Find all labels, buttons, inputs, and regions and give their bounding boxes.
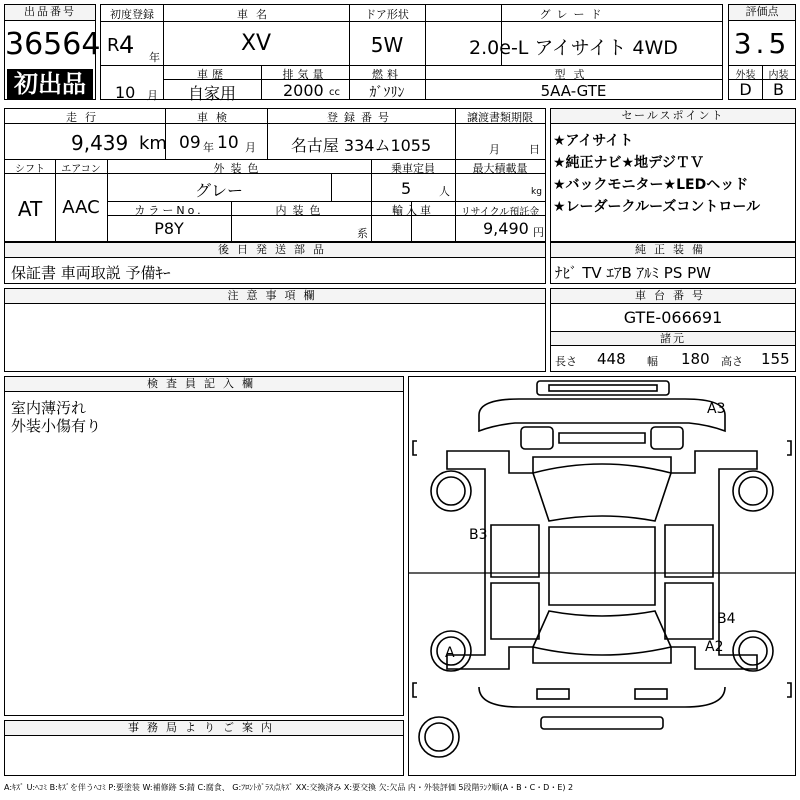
legend-text: A:ｷｽﾞ U:ﾍｺﾐ B:ｷｽﾞを伴うﾍｺﾐ P:要塗装 W:補修跡 S:錆 C:腐食、 G:ﾌﾛﾝﾄｶﾞﾗｽ点ｷｽﾞ XX:交換済み X:要交換 欠:欠品 内・外装評価 5段階ﾗﾝｸ順(A・B・C・D・E) 2 [4,783,574,792]
score-label: 評価点 [729,5,795,21]
damage-mark-a2: A2 [705,639,724,655]
office-box [4,720,404,776]
score-value: 3.5 [733,27,791,60]
shift-value: AT [17,197,43,221]
sales-point-1: ★アイサイト [553,133,634,149]
sales-point-2: ★純正ナビ★地デジＴＶ [553,155,704,171]
import-label: 輸入車 [392,204,434,217]
length-value: 448 [597,350,626,368]
aircon-label: エアコン [61,164,101,175]
height-label: 高さ [721,355,743,368]
damage-mark-a: A [445,645,455,661]
displacement-value: 2000 [283,81,324,100]
first-listing-badge: 初出品 [7,69,93,99]
max-load-label: 最大積載量 [472,162,528,175]
model-label: 型式 [554,68,593,81]
first-reg-month-unit: 月 [147,89,158,102]
exterior-color-label: 外装色 [213,162,265,175]
recycle-value: 9,490 [483,219,529,238]
mileage-label: 走行 [66,111,104,124]
sales-point-3: ★バックモニター★LEDヘッド [553,177,749,193]
recycle-label: リサイクル預託金 [460,207,540,218]
first-reg-year: 4 [119,31,135,59]
inspection-year-unit: 年 [203,141,214,154]
chassis-value: GTE-066691 [623,308,723,327]
sales-point-4: ★レーダークルーズコントロール [553,199,761,215]
int-score-label: 内装 [768,70,789,81]
inspection-month: 10 [217,133,239,153]
chassis-box [550,288,796,372]
first-reg-month: 10 [115,83,136,102]
plate-label: 登録番号 [327,111,395,124]
lot-number: 36564 [5,27,101,62]
chassis-label: 車台番号 [551,289,795,304]
car-outline [409,377,795,775]
genuine-equipment-box [550,242,796,284]
sales-points-label: セールスポイント [551,109,795,124]
transfer-day-unit: 日 [529,143,540,156]
mileage-unit: km [139,133,167,154]
width-value: 180 [681,350,710,368]
capacity-value: 5 [401,179,412,198]
genuine-value: ﾅﾋﾞ TV ｴｱB ｱﾙﾐ PS PW [555,264,711,282]
damage-mark-b3: B3 [469,527,488,543]
history-label: 車歴 [197,68,227,81]
fuel-value: ｶﾞｿﾘﾝ [369,85,405,101]
main-header-box [100,4,723,103]
notes-label: 注意事項欄 [5,289,545,304]
car-name-label: 車名 [237,8,275,21]
lot-box [4,4,101,100]
inspector-line-2: 外装小傷有り [11,417,102,435]
dims-label: 諸元 [551,331,795,346]
history-value: 自家用 [187,84,236,103]
inspector-label: 検査員記入欄 [5,377,403,392]
transfer-label: 譲渡書類期限 [467,111,533,124]
first-reg-era: R [107,35,120,56]
ext-score-label: 外装 [735,70,756,81]
int-score-value: B [773,80,784,99]
fuel-label: 燃料 [372,68,402,81]
later-parts-box [4,242,546,284]
car-name-value: XV [240,31,272,56]
inspection-month-unit: 月 [245,141,256,154]
inspection-year: 09 [179,133,201,153]
interior-color-unit: 系 [357,227,368,240]
model-value: 5AA-GTE [540,82,607,100]
capacity-unit: 人 [439,185,450,198]
capacity-label: 乗車定員 [391,162,435,175]
later-parts-label: 後日発送部品 [5,243,545,258]
genuine-label: 純正装備 [551,243,795,258]
mileage-value: 9,439 [71,131,129,155]
interior-color-label: 内装色 [275,204,327,217]
door-label: ドア形状 [365,8,409,21]
score-box [728,4,796,100]
length-label: 長さ [555,355,577,368]
inspection-label: 車検 [197,111,235,124]
ext-score-value: D [739,80,752,99]
height-value: 155 [761,350,790,368]
sales-points-box [550,108,796,242]
grade-value: 2.0e-L アイサイト 4WD [469,37,678,59]
plate-value: 名古屋 334ム1055 [290,136,432,155]
color-no-value: P8Y [154,219,184,238]
notes-box [4,288,546,372]
inspector-box [4,376,404,716]
shift-label: シフト [15,164,45,175]
max-load-unit: kg [531,187,542,197]
recycle-unit: 円 [533,226,544,239]
first-reg-year-unit: 年 [149,51,160,64]
inspector-line-1: 室内薄汚れ [11,399,87,417]
office-label: 事務局よりご案内 [5,721,403,736]
color-no-label: カラーNo. [134,204,204,217]
first-reg-label: 初度登録 [110,8,154,21]
lot-label: 出品番号 [5,5,95,21]
detail-box [4,108,546,242]
damage-mark-a3: A3 [707,401,726,417]
later-parts-value: 保証書 車両取説 予備ｷｰ [11,264,171,282]
displacement-unit: cc [329,87,340,98]
door-value: 5W [370,33,404,57]
displacement-label: 排気量 [282,68,328,81]
width-label: 幅 [647,355,658,368]
car-diagram [408,376,796,776]
transfer-month-unit: 月 [489,143,500,156]
aircon-value: AAC [62,197,100,218]
grade-label: グレード [539,8,608,21]
damage-mark-b4: B4 [717,611,736,627]
exterior-color-value: グレー [194,181,243,200]
